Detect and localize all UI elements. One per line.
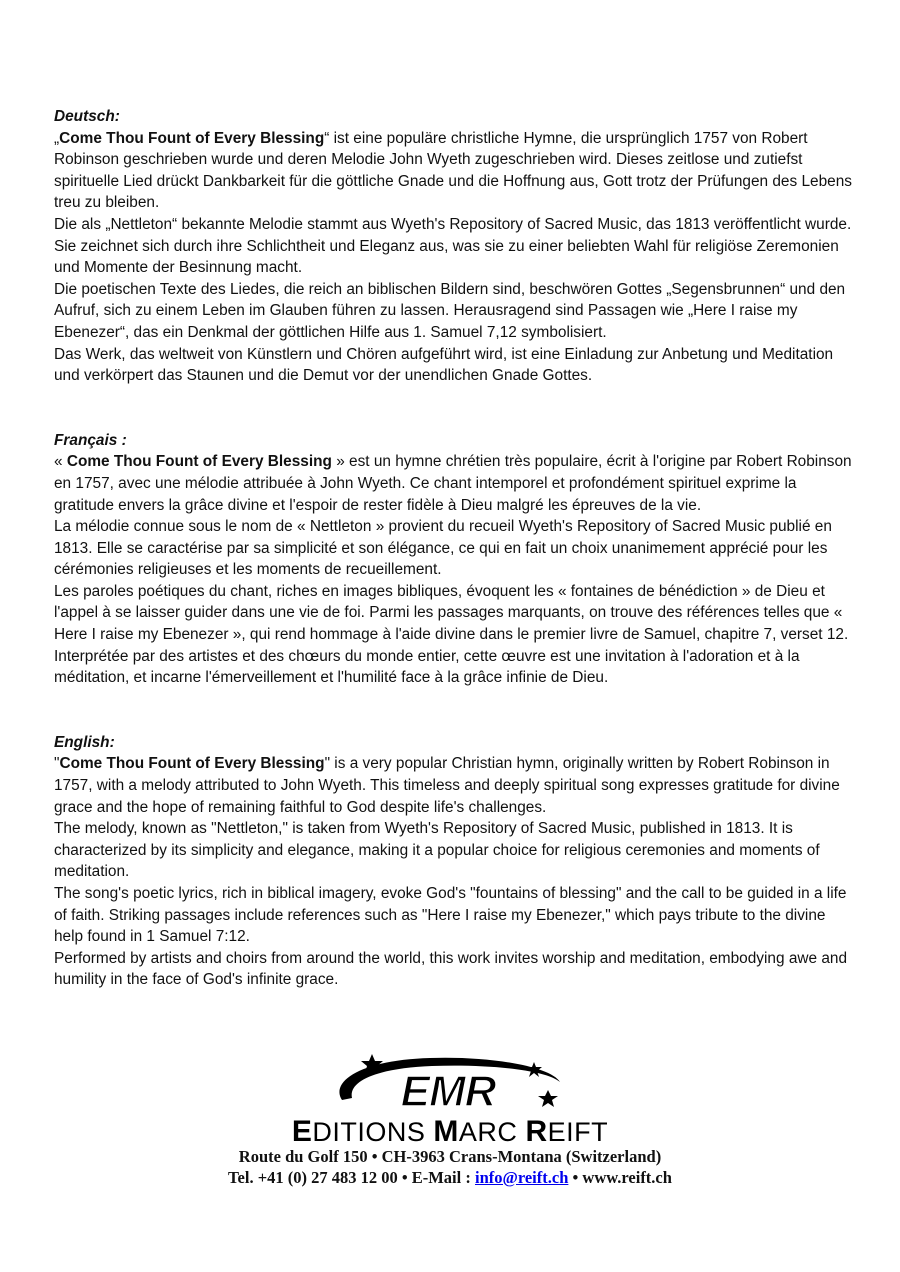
- document-body: [54, 106, 854, 991]
- hymn-title: Come Thou Fount of Every Blessing: [59, 755, 325, 773]
- paragraph: Die als „Nettleton“ bekannte Melodie stammt aus Wyeth's Repository of Sacred Music, das 1813 veröffentlicht wurde. Sie zeichnet sich durch ihre Schlichtheit und Eleganz aus, was sie zu einer beliebten Wahl für religiöse Zeremonien und Momente der Besinnung macht.: [54, 215, 852, 277]
- section-title: English:: [54, 733, 115, 751]
- paragraph: The melody, known as "Nettleton," is taken from Wyeth's Repository of Sacred Music, published in 1813. It is characterized by its simplicity and elegance, making it a popular choice for religious ceremonies and moments of meditation.: [54, 820, 820, 881]
- paragraph: Die poetischen Texte des Liedes, die reich an biblischen Bildern sind, beschwören Gottes „Segensbrunnen“ und den Aufruf, sich zu einem Leben im Glauben führen zu lassen. Herausragend sind Passagen wie „Here I raise my Ebenezer“, das ein Denkmal der göttlichen Hilfe aus 1. Samuel 7,12 symbolisiert.: [54, 280, 846, 341]
- contact-line: Tel. +41 (0) 27 483 12 00 • E-Mail : info@reift.ch • www.reift.ch: [228, 1168, 672, 1187]
- hymn-title: Come Thou Fount of Every Blessing: [66, 453, 332, 471]
- paragraph: „Come Thou Fount of Every Blessing“ ist eine populäre christliche Hymne, die ursprünglich 1757 von Robert Robinson geschrieben wurde und deren Melodie John Wyeth zugeschrieben wird. Dieses zeitlose und zutiefst spirituelle Lied drückt Dankbarkeit für die göttliche Gnade und die Hoffnung aus, Gott trotz der Prüfungen des Lebens treu zu bleiben.: [54, 129, 852, 212]
- paragraph: La mélodie connue sous le nom de « Nettleton » provient du recueil Wyeth's Repository of Sacred Music publié en 1813. Elle se caractérise par sa simplicité et son élégance, ce qui en fait un choix unanimement apprécié pour les cérémonies religieuses et les moments de recueillement.: [54, 518, 832, 579]
- hymn-title: Come Thou Fount of Every Blessing: [59, 129, 325, 147]
- publisher-footer: [200, 1052, 700, 1188]
- star-icon: [538, 1090, 558, 1107]
- paragraph: Das Werk, das weltweit von Künstlern und Chören aufgeführt wird, ist eine Einladung zur Anbetung und Meditation und verkörpert das Staunen und die Demut vor der unendlichen Gnade Gottes.: [54, 345, 834, 385]
- paragraph: "Come Thou Fount of Every Blessing" is a very popular Christian hymn, originally written by Robert Robinson in 1757, with a melody attributed to John Wyeth. This timeless and deeply spiritual song expresses gratitude for divine grace and the hope of remaining faithful to God despite life's challenges.: [54, 755, 840, 816]
- paragraph: Interprétée par des artistes et des chœurs du monde entier, cette œuvre est une invitation à l'adoration et à la méditation, et incarne l'émerveillement et l'humilité face à la grâce infinie de Dieu.: [54, 647, 800, 687]
- paragraph: The song's poetic lyrics, rich in biblical imagery, evoke God's "fountains of blessing" and the call to be guided in a life of faith. Striking passages include references such as "Here I raise my Ebenezer," which pays tribute to the divine help found in 1 Samuel 7:12.: [54, 885, 847, 946]
- website-text: www.reift.ch: [582, 1168, 672, 1187]
- paragraph: Performed by artists and choirs from around the world, this work invites worship and meditation, embodying awe and humility in the face of God's infinite grace.: [54, 949, 848, 989]
- email-link[interactable]: info@reift.ch: [474, 1168, 569, 1187]
- paragraph: Les paroles poétiques du chant, riches en images bibliques, évoquent les « fontaines de bénédiction » de Dieu et l'appel à se laisser guider dans une vie de foi. Parmi les passages marquants, on trouve des références telles que « Here I raise my Ebenezer », qui rend hommage à l'aide divine dans le premier livre de Samuel, chapitre 7, verset 12.: [54, 582, 849, 644]
- section-title: Deutsch:: [54, 108, 120, 125]
- section-title: Français :: [54, 431, 127, 449]
- section-deutsch: [54, 106, 854, 387]
- emr-logo: [320, 1052, 580, 1118]
- address-line: Route du Golf 150 • CH-3963 Crans-Montana (Switzerland): [238, 1147, 662, 1166]
- section-english: [54, 732, 854, 991]
- logo-text: EMR: [400, 1067, 496, 1116]
- paragraph: « Come Thou Fount of Every Blessing » est un hymne chrétien très populaire, écrit à l'origine par Robert Robinson en 1757, avec une mélodie attribuée à John Wyeth. Ce chant intemporel et profondément spirituel exprime la gratitude envers la grâce divine et l'espoir de rester fidèle à Dieu malgré les épreuves de la vie.: [54, 453, 852, 514]
- section-francais: [54, 430, 854, 689]
- company-name: EDITIONS MARC REIFT: [291, 1115, 609, 1148]
